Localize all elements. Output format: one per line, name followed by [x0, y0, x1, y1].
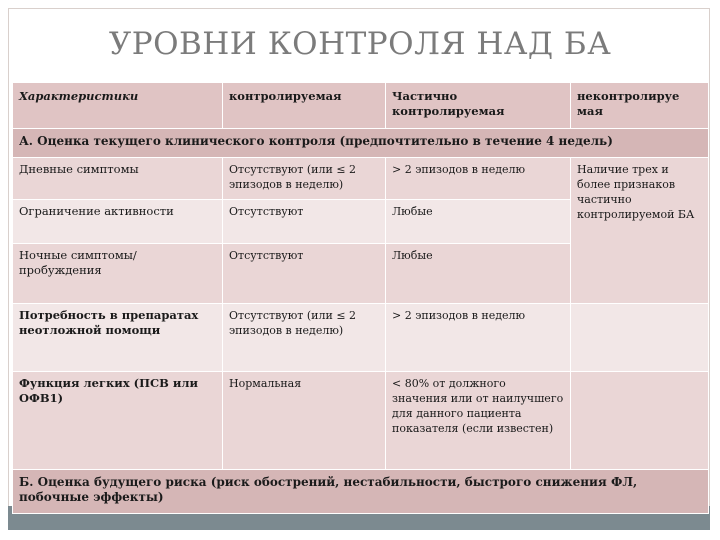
- asthma-control-table: [12, 82, 709, 514]
- row-controlled: Нормальная: [223, 372, 386, 470]
- row-characteristic: Дневные симптомы: [13, 158, 223, 200]
- row-controlled: Отсутствуют: [223, 244, 386, 304]
- header-controlled: контролируемая: [223, 83, 386, 129]
- row-characteristic: Ночные симптомы/пробуждения: [13, 244, 223, 304]
- row-controlled: Отсутствуют: [223, 200, 386, 244]
- header-partially-controlled: Частично контролируемая: [386, 83, 571, 129]
- row-partial: Любые: [386, 244, 571, 304]
- row-controlled: Отсутствуют (или ≤ 2 эпизодов в неделю): [223, 304, 386, 372]
- row-partial: Любые: [386, 200, 571, 244]
- header-characteristics: Характеристики: [13, 83, 223, 129]
- row-characteristic: Потребность в препаратах неотложной помощи: [13, 304, 223, 372]
- section-a-row: [13, 129, 709, 158]
- row-controlled: Отсутствуют (или ≤ 2 эпизодов в неделю): [223, 158, 386, 200]
- row-partial: < 80% от должного значения или от наилучшего для данного пациента показателя (если известен): [386, 372, 571, 470]
- empty-cell: [571, 372, 709, 470]
- row-partial: > 2 эпизодов в неделю: [386, 304, 571, 372]
- table-row: [13, 372, 709, 470]
- row-characteristic: Функция легких (ПСВ или ОФВ1): [13, 372, 223, 470]
- header-uncontrolled: неконтролируе мая: [571, 83, 709, 129]
- row-partial: > 2 эпизодов в неделю: [386, 158, 571, 200]
- row-characteristic: Ограничение активности: [13, 200, 223, 244]
- slide-title: УРОВНИ КОНТРОЛЯ НАД БА: [108, 26, 612, 62]
- table-row: [13, 304, 709, 372]
- section-b-row: [13, 470, 709, 514]
- table-header-row: [13, 83, 709, 129]
- empty-cell: [571, 304, 709, 372]
- uncontrolled-note: Наличие трех и более признаков частично контролируемой БА: [571, 158, 709, 304]
- section-a-label: А. Оценка текущего клинического контроля (предпочтительно в течение 4 недель): [13, 129, 709, 158]
- section-b-label: Б. Оценка будущего риска (риск обострений, нестабильности, быстрого снижения ФЛ, побочные эффекты): [13, 470, 709, 514]
- table-row: [13, 158, 709, 200]
